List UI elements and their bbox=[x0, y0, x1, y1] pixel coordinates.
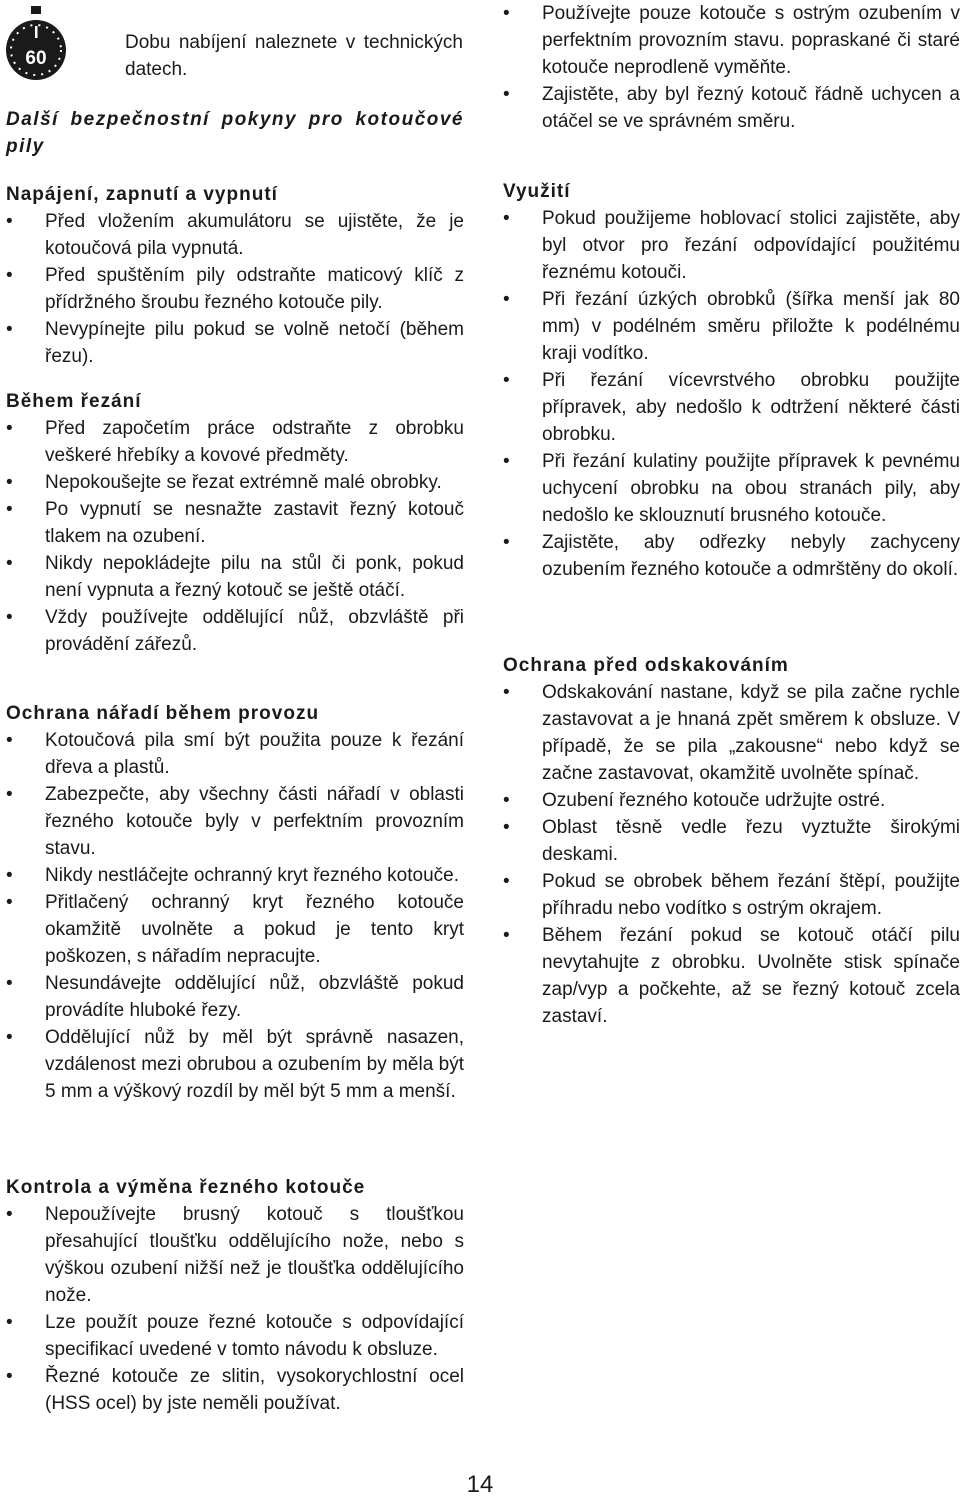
bullet: • bbox=[6, 784, 13, 805]
list-item: • Nepoužívejte brusný kotouč s tloušťkou přesahující tloušťku oddělujícího nože, nebo s výškou ozubení nižší než je tloušťka oddělujícího nože. bbox=[6, 1201, 464, 1309]
bullet: • bbox=[503, 3, 510, 24]
section-cutting bbox=[6, 388, 464, 658]
bullet: • bbox=[6, 607, 13, 628]
section-title: Během řezání bbox=[6, 391, 142, 412]
bullet: • bbox=[6, 730, 13, 751]
list-item: • Nesundávejte oddělující nůž, obzvláště pokud provádíte hluboké řezy. bbox=[6, 970, 464, 1024]
bullet: • bbox=[503, 682, 510, 703]
bullet: • bbox=[6, 211, 13, 232]
list-item: • Odskakování nastane, když se pila začne rychle zastavovat a je hnaná zpět směrem k obsluze. V případě, že se pila „zakousne“ nebo když se začne zastavovat, okamžitě uvolněte spínač. bbox=[503, 679, 960, 787]
list-item: • Nikdy nestláčejte ochranný kryt řezného kotouče. bbox=[6, 862, 464, 889]
page-number: 14 bbox=[466, 1471, 494, 1498]
list-item: • Před spuštěním pily odstraňte maticový klíč z přídržného šroubu řezného kotouče pily. bbox=[6, 262, 464, 316]
section-title: Kontrola a výměna řezného kotouče bbox=[6, 1177, 366, 1198]
list-item: • Lze použít pouze řezné kotouče s odpovídající specifikací uvedené v tomto návodu k obsluze. bbox=[6, 1309, 464, 1363]
safety-heading: Další bezpečnostní pokyny pro kotoučové pily bbox=[6, 109, 464, 157]
bullet: • bbox=[503, 451, 510, 472]
charging-time-note: Dobu nabíjení naleznete v technických datech. bbox=[125, 32, 463, 80]
bullet: • bbox=[503, 208, 510, 229]
list-item: • Po vypnutí se nesnažte zastavit řezný kotouč tlakem na ozubení. bbox=[6, 496, 464, 550]
bullet: • bbox=[6, 418, 13, 439]
bullet: • bbox=[6, 553, 13, 574]
list-item: • Zabezpečte, aby všechny části nářadí v oblasti řezného kotouče byly v perfektním provozním stavu. bbox=[6, 781, 464, 862]
bullet: • bbox=[6, 973, 13, 994]
list-item: • Přitlačený ochranný kryt řezného kotouče okamžitě uvolněte a pokud je tento kryt poškozen, s nářadím nepracujte. bbox=[6, 889, 464, 970]
section-blade-check bbox=[6, 1174, 464, 1417]
bullet: • bbox=[6, 472, 13, 493]
list-item: • Při řezání vícevrstvého obrobku použijte přípravek, aby nedošlo k odtržení některé části obrobku. bbox=[503, 367, 960, 448]
bullet: • bbox=[503, 790, 510, 811]
bullet: • bbox=[503, 925, 510, 946]
list-item: • Pokud použijeme hoblovací stolici zajistěte, aby byl otvor pro řezání odpovídající použitému řeznému kotouči. bbox=[503, 205, 960, 286]
section-title: Využití bbox=[503, 181, 571, 202]
list-item: • Vždy používejte oddělující nůž, obzvláště při provádění zářezů. bbox=[6, 604, 464, 658]
section-tool-protection bbox=[6, 700, 464, 1105]
bullet: • bbox=[503, 370, 510, 391]
list-item: • Ozubení řezného kotouče udržujte ostré. bbox=[503, 787, 960, 814]
section-title: Ochrana před odskakováním bbox=[503, 655, 789, 676]
list-item: • Nevypínejte pilu pokud se volně netočí (během řezu). bbox=[6, 316, 464, 370]
list-item: • Pokud se obrobek během řezání štěpí, použijte příhradu nebo vodítko s ostrým okrajem. bbox=[503, 868, 960, 922]
bullet: • bbox=[6, 1204, 13, 1225]
list-item: • Před započetím práce odstraňte z obrobku veškeré hřebíky a kovové předměty. bbox=[6, 415, 464, 469]
bullet: • bbox=[503, 871, 510, 892]
bullet: • bbox=[6, 265, 13, 286]
timer-number: 60 bbox=[25, 48, 47, 69]
bullet: • bbox=[503, 532, 510, 553]
list-item: • Zajistěte, aby byl řezný kotouč řádně uchycen a otáčel se ve správném směru. bbox=[503, 81, 960, 135]
stopwatch-60-icon bbox=[6, 4, 66, 96]
list-item: • Před vložením akumulátoru se ujistěte, že je kotoučová pila vypnutá. bbox=[6, 208, 464, 262]
list-item: • Nikdy nepokládejte pilu na stůl či ponk, pokud není vypnuta a řezný kotouč se ještě otáčí. bbox=[6, 550, 464, 604]
section-kickback bbox=[503, 652, 960, 1030]
list-item: • Řezné kotouče ze slitin, vysokorychlostní ocel (HSS ocel) by jste neměli používat. bbox=[6, 1363, 464, 1417]
list-item: • Nepokoušejte se řezat extrémně malé obrobky. bbox=[6, 469, 464, 496]
bullet: • bbox=[6, 319, 13, 340]
list-item: • Zajistěte, aby odřezky nebyly zachyceny ozubením řezného kotouče a odmrštěny do okolí. bbox=[503, 529, 960, 583]
section-blade-continued bbox=[503, 0, 960, 135]
bullet: • bbox=[6, 1312, 13, 1333]
section-power bbox=[6, 181, 464, 370]
list-item: • Oblast těsně vedle řezu vyztužte širokými deskami. bbox=[503, 814, 960, 868]
section-title: Napájení, zapnutí a vypnutí bbox=[6, 184, 278, 205]
section-title: Ochrana nářadí během provozu bbox=[6, 703, 320, 724]
bullet: • bbox=[6, 865, 13, 886]
bullet: • bbox=[6, 499, 13, 520]
bullet: • bbox=[6, 1366, 13, 1387]
list-item: • Při řezání úzkých obrobků (šířka menší jak 80 mm) v podélném směru přiložte k podélnému kraji vodítko. bbox=[503, 286, 960, 367]
section-usage bbox=[503, 178, 960, 583]
bullet: • bbox=[503, 817, 510, 838]
list-item: • Při řezání kulatiny použijte přípravek k pevnému uchycení obrobku na obou stranách pily, aby nedošlo ke sklouznutí brusného kotouče. bbox=[503, 448, 960, 529]
list-item: • Během řezání pokud se kotouč otáčí pilu nevytahujte z obrobku. Uvolněte stisk spínače zap/vyp a počkehte, až se řezný kotouč zcela zastaví. bbox=[503, 922, 960, 1030]
bullet: • bbox=[6, 892, 13, 913]
bullet: • bbox=[6, 1027, 13, 1048]
bullet: • bbox=[503, 84, 510, 105]
list-item: • Kotoučová pila smí být použita pouze k řezání dřeva a plastů. bbox=[6, 727, 464, 781]
list-item: • Oddělující nůž by měl být správně nasazen, vzdálenost mezi obrubou a ozubením by měla být 5 mm a výškový rozdíl by měl být 5 mm a menší. bbox=[6, 1024, 464, 1105]
bullet: • bbox=[503, 289, 510, 310]
list-item: • Používejte pouze kotouče s ostrým ozubením v perfektním provozním stavu. popraskané či staré kotouče neprodleně vyměňte. bbox=[503, 0, 960, 81]
